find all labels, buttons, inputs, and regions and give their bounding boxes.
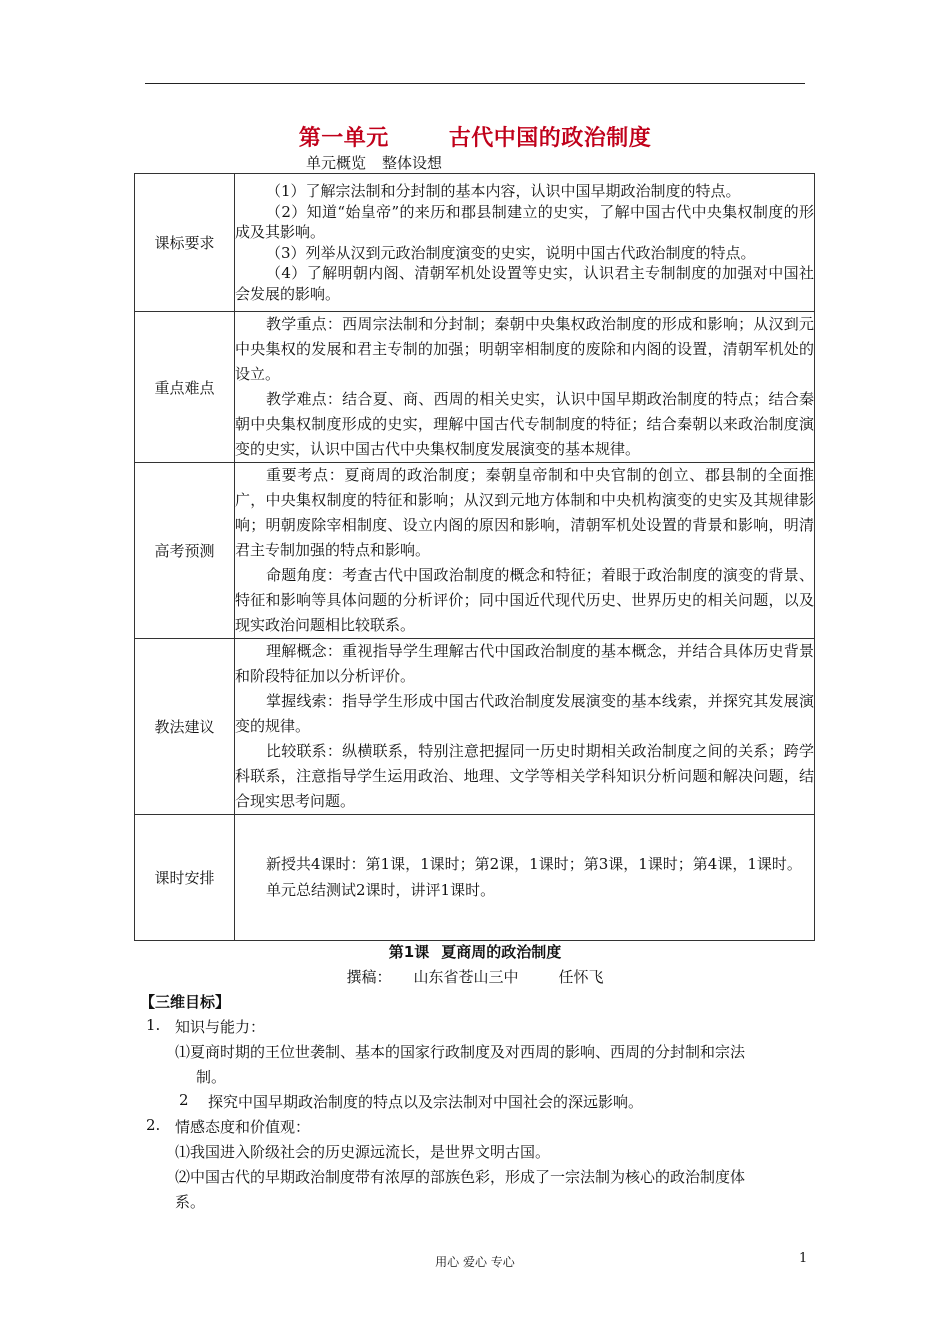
goal-2-title: 情感态度和价值观： (175, 1118, 311, 1136)
goal-1b-text: 探究中国早期政治制度的特点以及宗法制对中国社会的深远影响。 (208, 1093, 644, 1111)
footer-motto: 用心 爱心 专心 (435, 1255, 515, 1269)
row-label: 高考预测 (135, 463, 235, 639)
goal-1b-number: 2 (179, 1091, 189, 1109)
page-number: 1 (799, 1251, 808, 1266)
header-rule (145, 83, 805, 84)
lesson-title (0, 941, 950, 962)
goal-1-number: 1. (146, 1016, 161, 1034)
paragraph: （2）知道“始皇帝”的来历和郡县制建立的史实，了解中国古代中央集权制度的形成及其影响。 (235, 202, 814, 241)
table-row (135, 815, 815, 941)
author-line (0, 966, 950, 987)
subtitle-plan: 整体设想 (382, 154, 443, 172)
paragraph: 教学难点：结合夏、商、西周的相关史实，认识中国早期政治制度的特点；结合秦朝中央集权制度形成的史实，理解中国古代专制制度的特征；结合秦朝以来政治制度演变的史实，认识中国古代中央集权制度发展演变的基本规律。 (235, 390, 814, 458)
row-label: 课标要求 (135, 174, 235, 312)
paragraph: 比较联系：纵横联系，特别注意把握同一历史时期相关政治制度之间的关系；跨学科联系，注意指导学生运用政治、地理、文学等相关学科知识分析问题和解决问题，结合现实思考问题。 (235, 742, 814, 810)
row-content (235, 639, 815, 815)
table-row (135, 312, 815, 463)
goal-2a-text: ⑴我国进入阶级社会的历史源远流长，是世界文明古国。 (175, 1143, 551, 1161)
row-label: 课时安排 (135, 815, 235, 941)
unit-name: 古代中国的政治制度 (448, 126, 652, 151)
goal-1a-line2: 制。 (196, 1068, 227, 1086)
row-content (235, 174, 815, 312)
unit-number: 第一单元 (298, 126, 389, 151)
subtitle-overview: 单元概览 (306, 154, 367, 172)
table-row (135, 174, 815, 312)
paragraph: 新授共4课时：第1课，1课时；第2课，1课时；第3课，1课时；第4课，1课时。 (266, 855, 802, 873)
goals-heading: 【三维目标】 (140, 993, 231, 1011)
row-label: 重点难点 (135, 312, 235, 463)
author-school: 山东省苍山三中 (413, 968, 519, 986)
paragraph: 单元总结测试2课时，讲评1课时。 (266, 880, 496, 899)
paragraph: 命题角度：考查古代中国政治制度的概念和特征；着眼于政治制度的演变的背景、特征和影响等具体问题的分析评价；同中国近代现代历史、世界历史的相关问题，以及现实政治问题相比较联系。 (235, 566, 814, 634)
unit-overview-table (134, 173, 815, 941)
row-content (235, 312, 815, 463)
author-name: 任怀飞 (558, 968, 604, 986)
lesson-number: 第1课 (388, 943, 430, 961)
unit-subtitle (306, 152, 442, 173)
paragraph: （3）列举从汉到元政治制度演变的史实，说明中国古代政治制度的特点。 (266, 243, 756, 262)
goal-2b-line1: ⑵中国古代的早期政治制度带有浓厚的部族色彩，形成了一宗法制为核心的政治制度体 (175, 1168, 746, 1186)
row-label: 教法建议 (135, 639, 235, 815)
paragraph: 掌握线索：指导学生形成中国古代政治制度发展演变的基本线索，并探究其发展演变的规律。 (235, 692, 814, 735)
row-content (235, 815, 815, 941)
goal-1a-line1: ⑴夏商时期的王位世袭制、基本的国家行政制度及对西周的影响、西周的分封制和宗法 (175, 1043, 746, 1061)
unit-title (0, 121, 950, 152)
goal-2b-line2: 系。 (175, 1193, 206, 1211)
table-row (135, 639, 815, 815)
goal-1-title: 知识与能力： (175, 1018, 266, 1036)
paragraph: （1）了解宗法制和分封制的基本内容，认识中国早期政治制度的特点。 (266, 182, 741, 200)
table-row (135, 463, 815, 639)
paragraph: 教学重点：西周宗法制和分封制；秦朝中央集权政治制度的形成和影响；从汉到元中央集权的发展和君主专制的加强；明朝宰相制度的废除和内阁的设置，清朝军机处的设立。 (235, 315, 814, 383)
goal-2-number: 2. (146, 1116, 161, 1134)
row-content (235, 463, 815, 639)
paragraph: 重要考点：夏商周的政治制度；秦朝皇帝制和中央官制的创立、郡县制的全面推广，中央集权制度的特征和影响；从汉到元地方体制和中央机构演变的史实及其规律影响；明朝废除宰相制度、设立内阁的原因和影响，清朝军机处设置的背景和影响，明清君主专制加强的特点和影响。 (235, 466, 814, 559)
paragraph: 理解概念：重视指导学生理解古代中国政治制度的基本概念，并结合具体历史背景和阶段特征加以分析评价。 (235, 642, 814, 685)
lesson-name: 夏商周的政治制度 (441, 943, 562, 961)
paragraph: （4）了解明朝内阁、清朝军机处设置等史实，认识君主专制制度的加强对中国社会发展的影响。 (235, 264, 814, 303)
author-label: 撰稿： (346, 968, 392, 986)
